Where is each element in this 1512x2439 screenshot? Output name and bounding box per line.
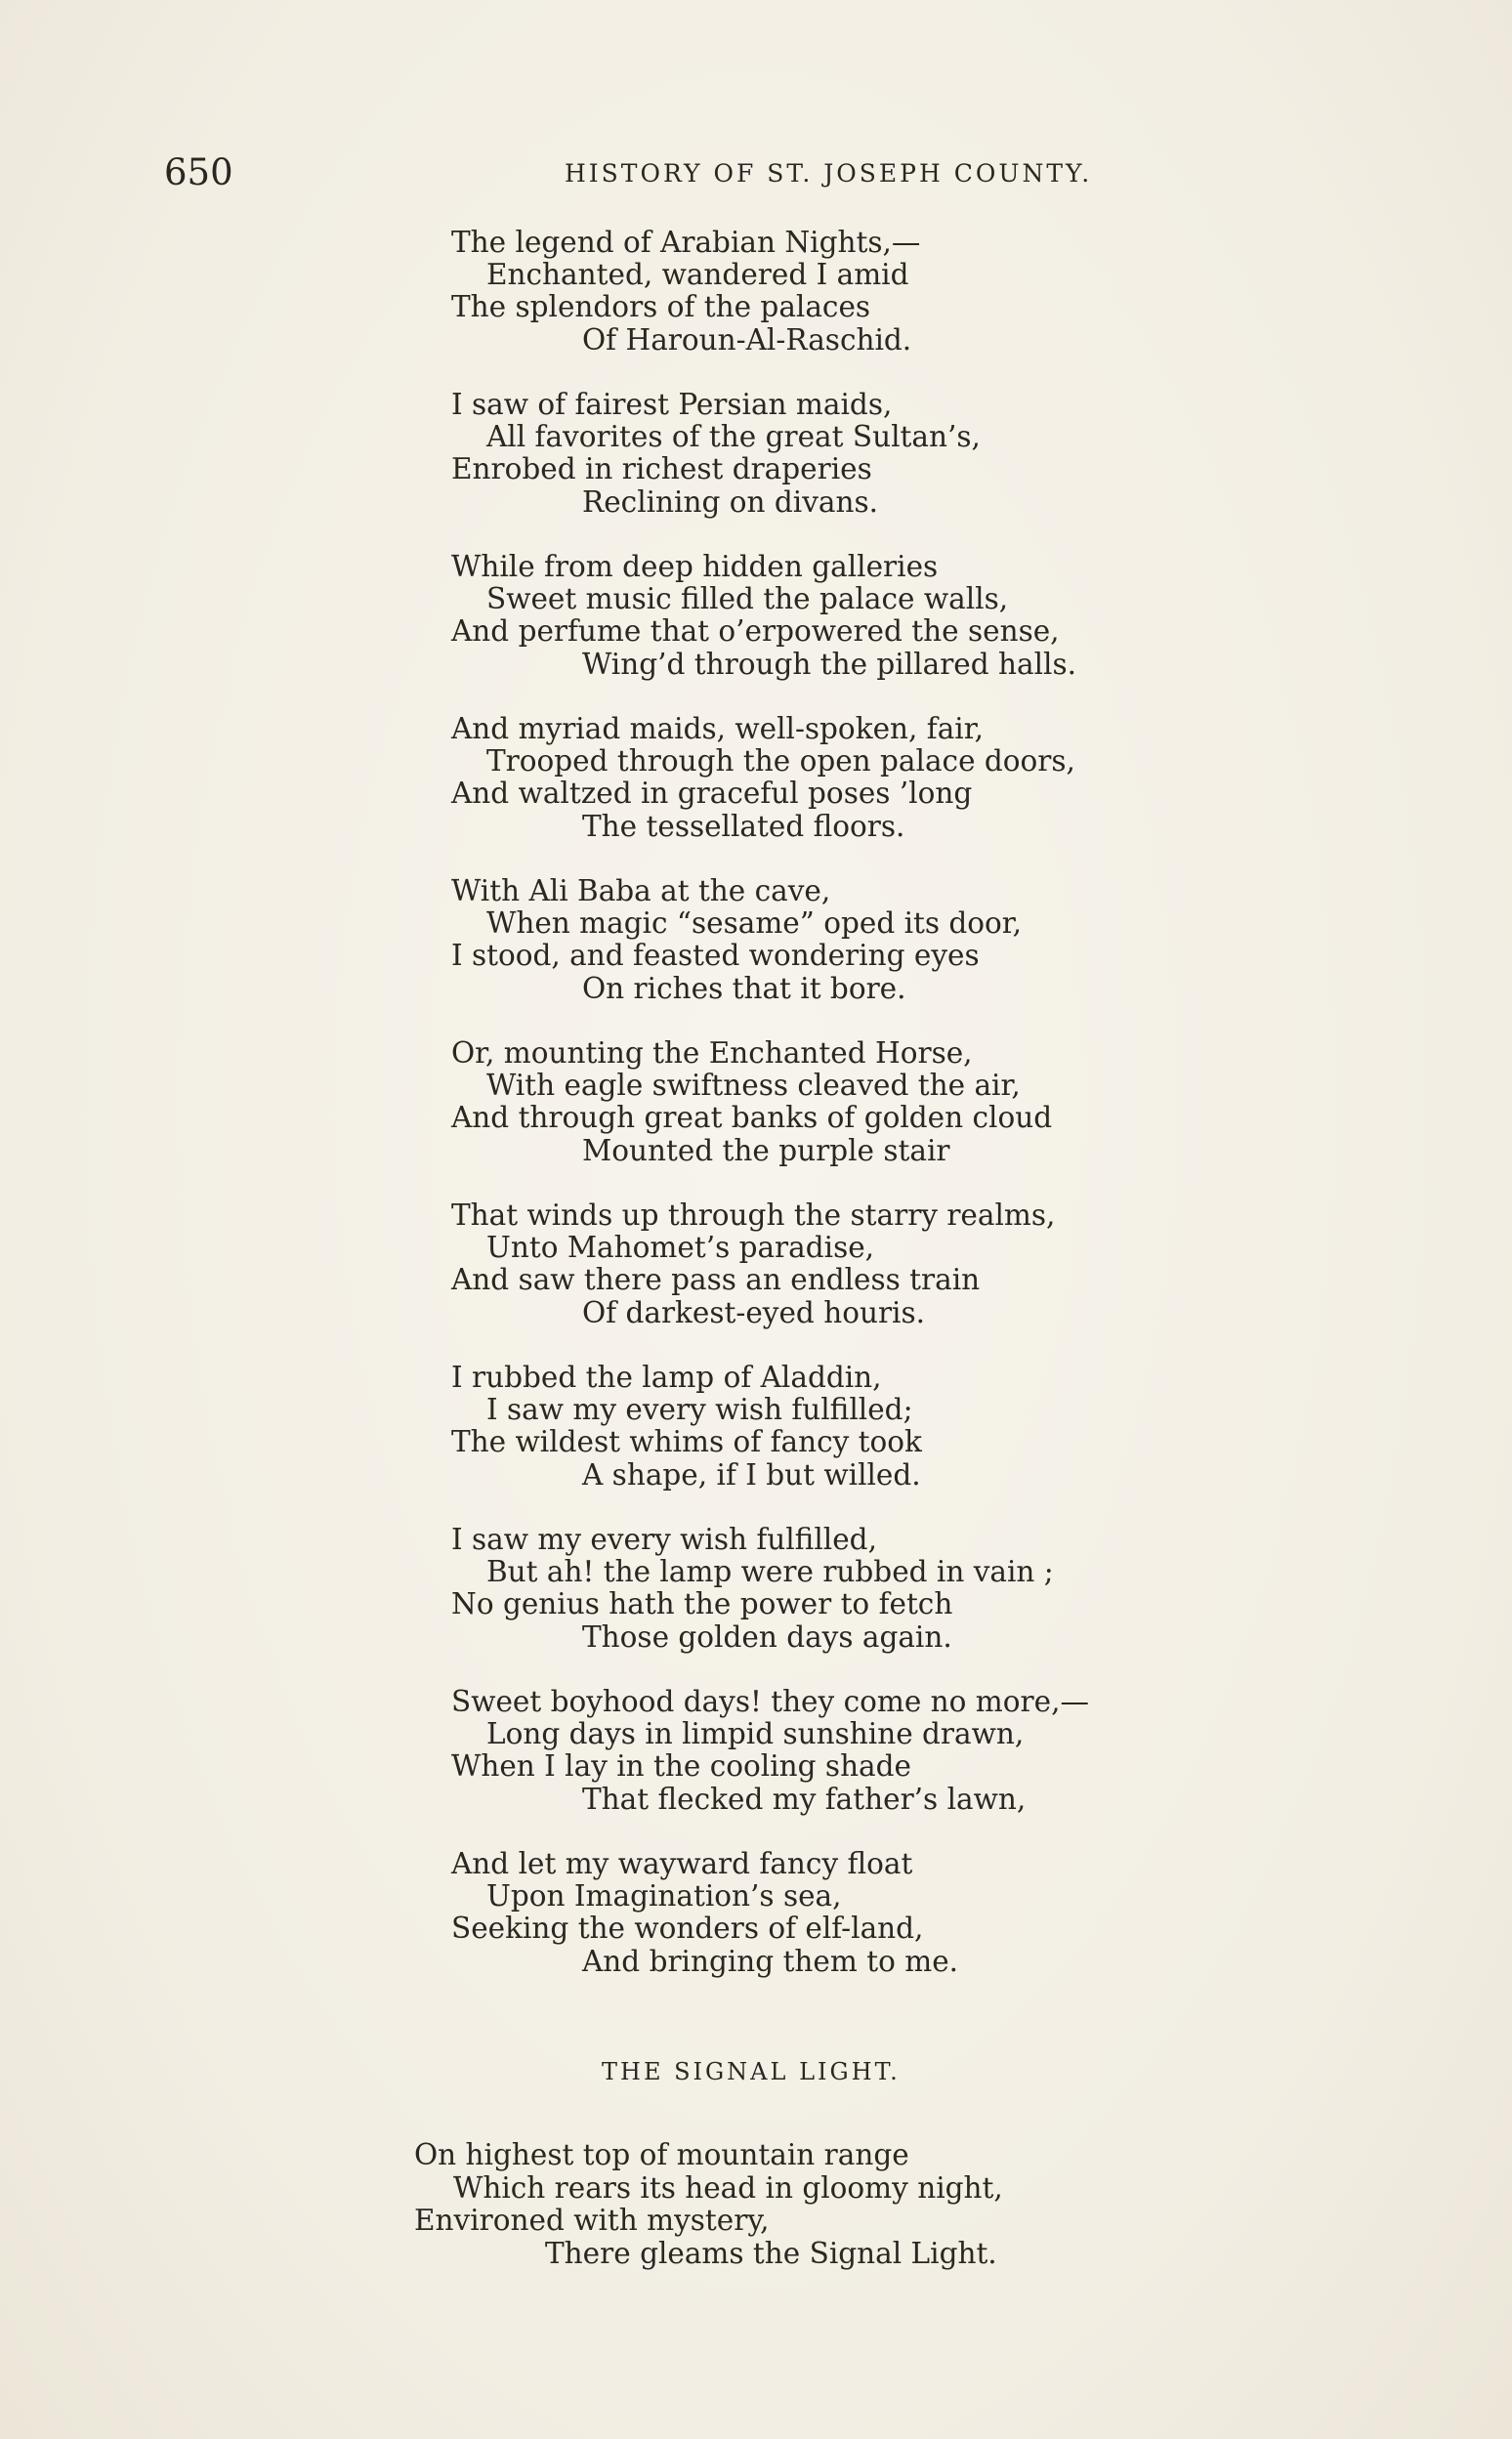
section-title: THE SIGNAL LIGHT. — [602, 2058, 901, 2085]
poem-line: I rubbed the lamp of Aladdin, — [451, 1361, 882, 1394]
poem-line: I saw my every wish fulfilled, — [451, 1523, 877, 1556]
poem-line: Of Haroun-Al-Raschid. — [582, 322, 912, 357]
poem-line: Sweet boyhood days! they come no more,— — [451, 1685, 1089, 1718]
stanza — [451, 1524, 1194, 1654]
poem-line: I saw of fairest Persian maids, — [451, 388, 893, 421]
poem-line: A shape, if I but willed. — [582, 1457, 921, 1492]
poem-line: With eagle swiftness cleaved the air, — [486, 1069, 1021, 1103]
poem-line: Or, mounting the Enchanted Horse, — [451, 1036, 973, 1070]
poem-line: Enrobed in richest draperies — [451, 452, 872, 486]
poem-line: Which rears its head in gloomy night, — [453, 2170, 1003, 2205]
poem-line: And saw there pass an endless train — [451, 1263, 981, 1297]
poem-line: The wildest whims of fancy took — [451, 1425, 922, 1459]
poem-signal-light — [414, 2139, 1196, 2301]
stanza — [451, 875, 1194, 1005]
stanza — [451, 227, 1194, 357]
poem-line: Sweet music filled the palace walls, — [486, 582, 1009, 616]
poem-line: Those golden days again. — [582, 1619, 952, 1654]
poem-line: That winds up through the starry realms, — [451, 1198, 1056, 1232]
poem-line: No genius hath the power to fetch — [451, 1587, 953, 1621]
page-number: 650 — [164, 151, 233, 193]
stanza — [451, 1686, 1194, 1816]
poem-line: Wing’d through the pillared halls. — [582, 647, 1076, 681]
poem-line: The legend of Arabian Nights,— — [451, 226, 921, 259]
poem-line: All favorites of the great Sultan’s, — [486, 420, 981, 454]
poem-line: And bringing them to me. — [582, 1944, 959, 1978]
poem-line: With Ali Baba at the cave, — [451, 874, 831, 907]
poem-line: And through great banks of golden cloud — [451, 1101, 1053, 1135]
poem — [451, 227, 1194, 2010]
poem-line: And waltzed in graceful poses ’long — [451, 777, 973, 811]
stanza — [451, 551, 1194, 681]
stanza — [451, 389, 1194, 519]
stanza — [451, 1199, 1194, 1329]
poem-line: While from deep hidden galleries — [451, 550, 939, 583]
poem-line: Long days in limpid sunshine drawn, — [486, 1717, 1025, 1751]
stanza — [451, 713, 1194, 843]
poem-line: But ah! the lamp were rubbed in vain ; — [486, 1555, 1054, 1589]
poem-line: When magic “sesame” oped its door, — [486, 906, 1023, 941]
stanza — [451, 1848, 1194, 1978]
poem-line: Enchanted, wandered I amid — [486, 258, 909, 292]
poem-line: And let my wayward fancy float — [451, 1847, 913, 1880]
poem-line: Unto Mahomet’s paradise, — [486, 1231, 875, 1265]
poem-line: I stood, and feasted wondering eyes — [451, 939, 980, 973]
poem-line: Reclining on divans. — [582, 484, 878, 519]
poem-line: Seeking the wonders of elf-land, — [451, 1912, 924, 1946]
poem-line: The splendors of the palaces — [451, 290, 871, 324]
poem-line: Upon Imagination’s sea, — [486, 1879, 842, 1913]
poem-line: I saw my every wish fulfilled; — [486, 1393, 913, 1427]
poem-line: Of darkest-eyed houris. — [582, 1295, 926, 1329]
stanza — [414, 2139, 1196, 2269]
poem-line: That flecked my father’s lawn, — [582, 1782, 1027, 1816]
poem-line: On riches that it bore. — [582, 971, 906, 1005]
poem-line: When I lay in the cooling shade — [451, 1749, 911, 1784]
stanza — [451, 1362, 1194, 1492]
poem-line: There gleams the Signal Light. — [545, 2236, 997, 2270]
page-header — [164, 148, 1151, 197]
poem-line: The tessellated floors. — [582, 809, 905, 843]
stanza — [451, 1037, 1194, 1167]
poem-line: And perfume that o’erpowered the sense, — [451, 614, 1060, 649]
poem-line: On highest top of mountain range — [414, 2138, 909, 2171]
poem-line: Environed with mystery, — [414, 2204, 770, 2237]
running-head: HISTORY OF ST. JOSEPH COUNTY. — [565, 159, 1093, 188]
poem-line: And myriad maids, well-spoken, fair, — [451, 712, 984, 745]
poem-line: Trooped through the open palace doors, — [486, 744, 1075, 778]
poem-line: Mounted the purple stair — [582, 1133, 950, 1167]
